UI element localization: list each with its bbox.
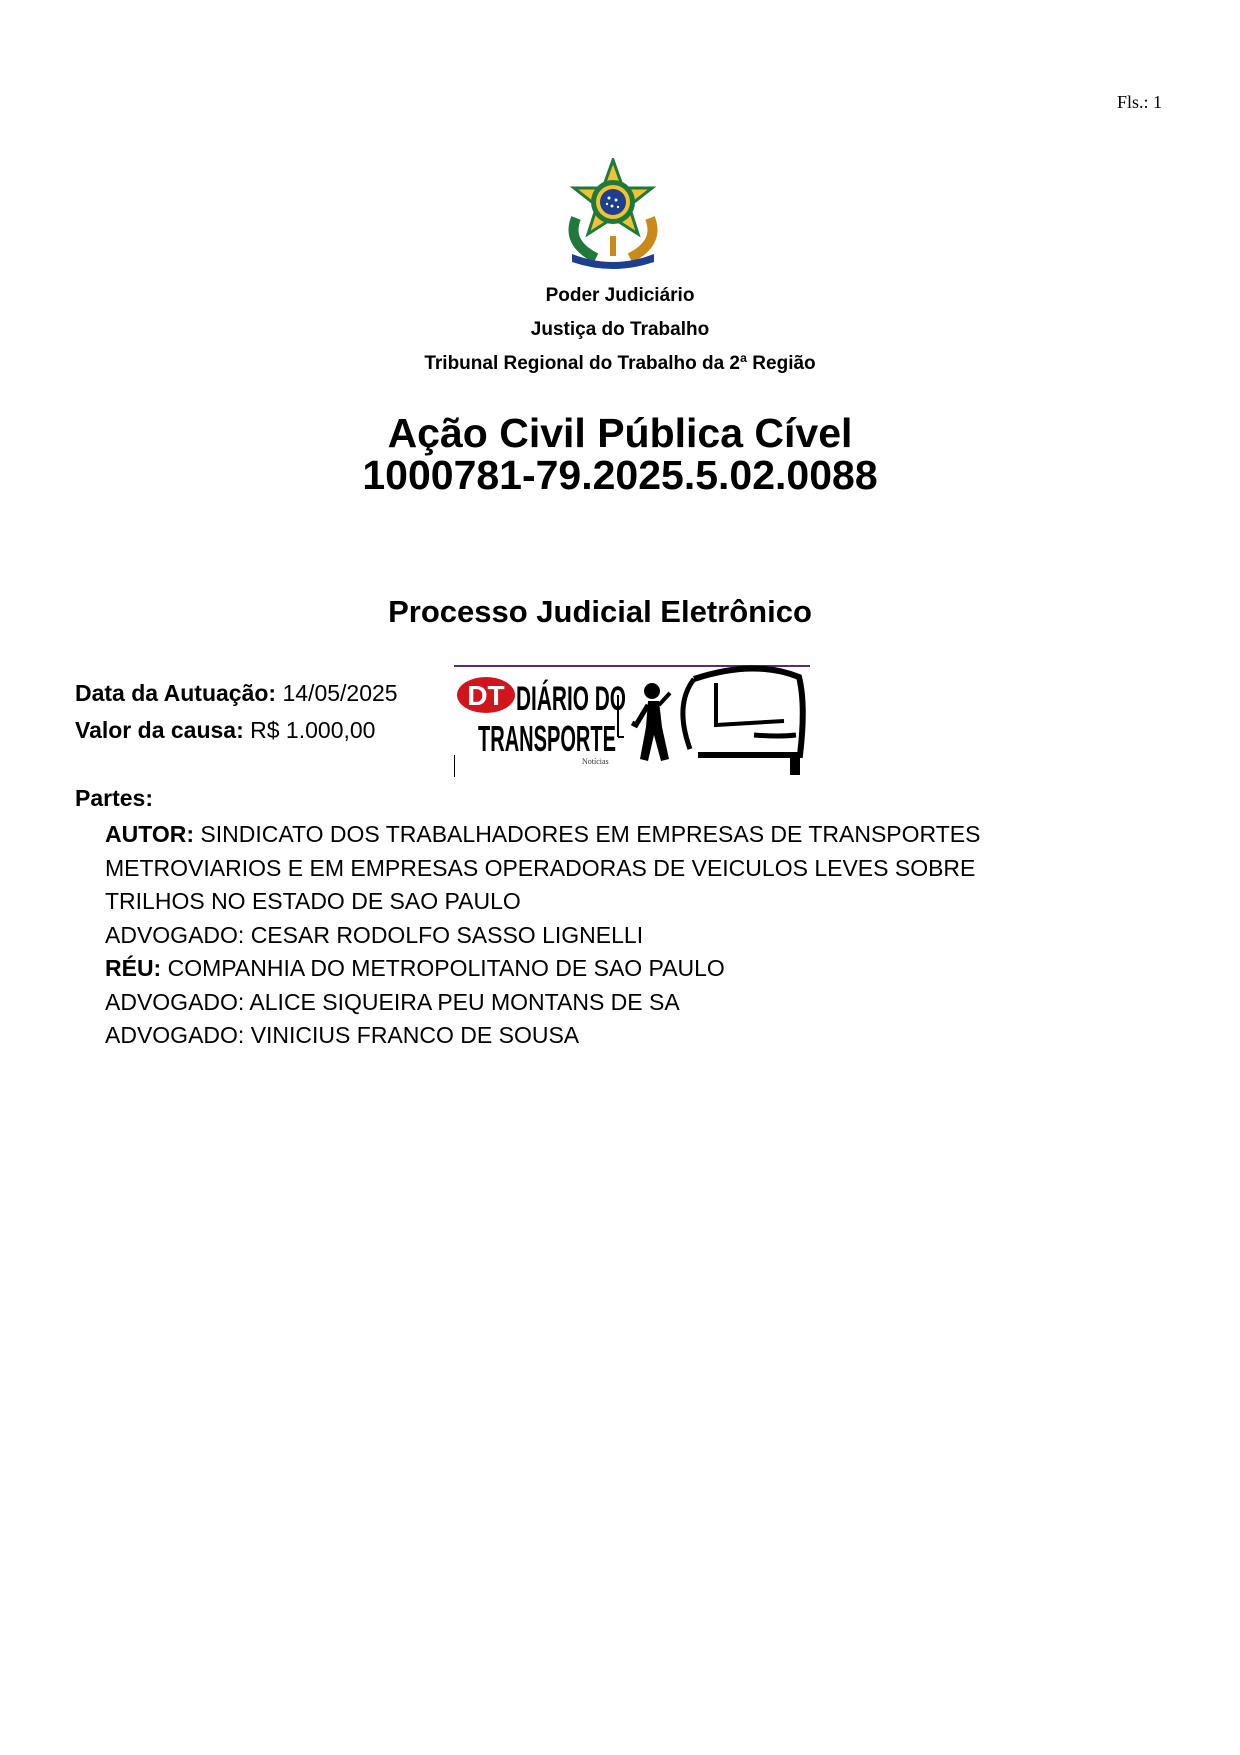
filing-date-label: Data da Autuação: <box>75 680 277 706</box>
filing-date <box>75 675 398 712</box>
plaintiff-name-1: SINDICATO DOS TRABALHADORES EM EMPRESAS DE TRANSPORTES <box>200 821 981 847</box>
parties-label: Partes: <box>75 785 153 811</box>
parties-list <box>105 818 1105 1053</box>
defendant-lawyer-1: ADVOGADO: ALICE SIQUEIRA PEU MONTANS DE SA <box>105 988 680 1015</box>
defendant-name: COMPANHIA DO METROPOLITANO DE SAO PAULO <box>167 955 725 981</box>
case-value-label: Valor da causa: <box>75 717 244 743</box>
case-value <box>75 712 398 749</box>
case-value-amount: R$ 1.000,00 <box>250 717 376 743</box>
coat-of-arms-icon <box>556 158 670 270</box>
plaintiff-name-3: TRILHOS NO ESTADO DE SAO PAULO <box>105 888 521 914</box>
plaintiff-name-2: METROVIARIOS E EM EMPRESAS OPERADORAS DE VEICULOS LEVES SOBRE <box>105 854 976 881</box>
logo-badge-text: DT <box>467 680 505 711</box>
logo-line1: DIÁRIO DO <box>516 680 626 718</box>
defendant-label: RÉU: <box>105 955 162 981</box>
defendant-lawyer-2: ADVOGADO: VINICIUS FRANCO DE SOUSA <box>105 1022 580 1048</box>
case-meta <box>75 675 398 749</box>
defendant-line <box>105 952 1105 986</box>
plaintiff-lawyer: ADVOGADO: CESAR RODOLFO SASSO LIGNELLI <box>105 921 644 948</box>
plaintiff-label: AUTOR: <box>105 821 195 847</box>
system-name: Processo Judicial Eletrônico <box>388 594 812 629</box>
case-number: 1000781-79.2025.5.02.0088 <box>362 452 878 498</box>
page-title <box>0 412 1240 496</box>
case-type: Ação Civil Pública Cível <box>387 410 853 456</box>
logo-line2: TRANSPORTE <box>478 718 616 759</box>
plaintiff-line-1 <box>105 818 1105 852</box>
diario-do-transporte-logo <box>454 665 810 777</box>
header-labor-justice: Justiça do Trabalho <box>530 319 710 340</box>
header-judiciary: Poder Judiciário <box>545 285 695 306</box>
page-number: Fls.: 1 <box>1116 92 1162 112</box>
filing-date-value: 14/05/2025 <box>282 680 398 706</box>
header-tribunal: Tribunal Regional do Trabalho da 2ª Região <box>424 353 816 374</box>
logo-small-text: Notícias <box>582 757 609 766</box>
